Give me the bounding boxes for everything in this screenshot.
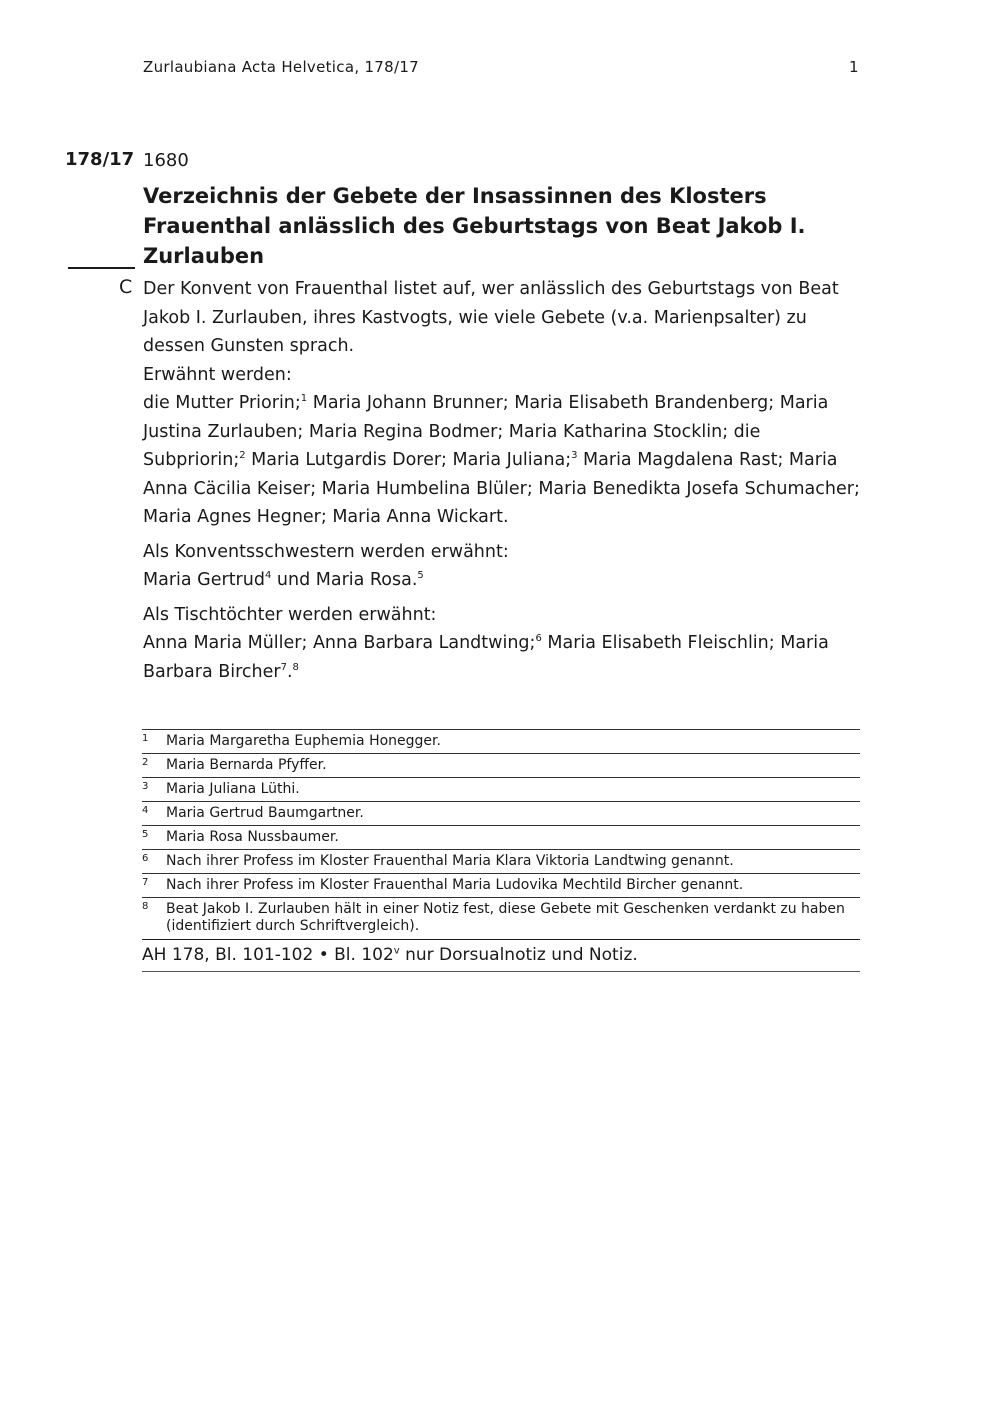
footnote-ref[interactable]: 8 [292,661,299,673]
konventsschwestern-list-part: und Maria Rosa. [271,570,418,590]
footnote-ref[interactable]: 3 [571,450,578,462]
footnote-ref[interactable]: 5 [417,570,424,582]
footnote-text: Nach ihrer Profess im Kloster Frauenthal Maria Ludovika Mechtild Bircher genannt. [166,877,744,893]
document-number: 178/17 [65,149,135,170]
footnote-ref[interactable]: 6 [535,633,542,645]
footnote-ref[interactable]: 4 [264,570,272,582]
footnote [142,801,860,825]
footnote-text: Maria Bernarda Pfyffer. [166,757,327,773]
footnote [142,777,860,801]
source-reference [142,939,860,972]
source-verso-mark: v [393,945,400,957]
document-body [143,275,863,692]
footnote [142,825,860,849]
source-text: AH 178, Bl. 101-102 • Bl. 102 [142,945,394,965]
footnote-text: Maria Rosa Nussbaumer. [166,829,339,845]
footnote-text: Maria Margaretha Euphemia Honegger. [166,733,441,749]
summary-text: Der Konvent von Frauenthal listet auf, wer anlässlich des Geburtstags von Beat Jakob I. Zurlauben, ihres Kastvogts, wie viele Gebete (v.a. Marienpsalter) zu dessen Gunsten sprach. [143,279,839,356]
footnote-number: 8 [142,901,149,912]
footnote-number: 1 [142,733,149,744]
mentioned-list-part: Maria Lutgardis Dorer; Maria Juliana; [245,450,572,470]
footnote-number: 6 [142,853,149,864]
konventsschwestern-intro: Als Konventsschwestern werden erwähnt: [143,541,509,562]
footnote-text: Beat Jakob I. Zurlauben hält in einer Notiz fest, diese Gebete mit Geschenken verdankt zu haben (identifiziert durch Schriftvergleich). [166,901,845,934]
footnote-text: Maria Juliana Lüthi. [166,781,300,797]
document-title: Verzeichnis der Gebete der Insassinnen des Klosters Frauenthal anlässlich des Geburtstags von Beat Jakob I. Zurlauben [143,184,806,268]
document-date: 1680 [143,150,189,171]
tischtoechter-list-part: . [286,661,293,682]
footnote-ref[interactable]: 2 [239,450,246,462]
mentioned-intro: Erwähnt werden: [143,364,292,385]
section-marker-letter: C [119,276,133,298]
footnote-ref[interactable]: 7 [280,661,287,673]
tischtoechter-paragraph [143,601,863,687]
footnote [142,753,860,777]
source-text: nur Dorsualnotiz und Notiz. [399,945,638,965]
page-number: 1 [849,58,859,76]
tischtoechter-list-part: Maria Elisabeth Fleischlin; Maria Barbara Bircher [143,633,829,682]
mentioned-list-part: die Mutter Priorin; [143,393,301,413]
footnote [142,729,860,753]
footnotes-section [142,729,860,972]
mentioned-list-part: Maria Johann Brunner; Maria Elisabeth Brandenberg; Maria Justina Zurlauben; Maria Regina Bodmer; Maria Katharina Stocklin; die Subpriorin; [143,393,829,470]
section-marker-line [68,267,135,269]
footnote-text: Maria Gertrud Baumgartner. [166,805,364,821]
footnote-ref[interactable]: 1 [300,393,308,405]
konventsschwestern-list-part: Maria Gertrud [143,570,265,590]
footnote-number: 2 [142,757,149,768]
footnote [142,849,860,873]
konventsschwestern-paragraph [143,538,863,595]
footnote-number: 5 [142,829,149,840]
footnote-number: 4 [142,805,149,816]
tischtoechter-intro: Als Tischtöchter werden erwähnt: [143,604,437,625]
summary-paragraph [143,275,863,532]
footnote-number: 3 [142,781,149,792]
tischtoechter-list-part: Anna Maria Müller; Anna Barbara Landtwing; [143,633,536,653]
footnote [142,873,860,897]
running-header: Zurlaubiana Acta Helvetica, 178/17 [143,58,420,76]
footnote-number: 7 [142,877,149,888]
mentioned-list-part: Maria Magdalena Rast; Maria Anna Cäcilia Keiser; Maria Humbelina Blüler; Maria Benedikta Josefa Schumacher; Maria Agnes Hegner; Maria Anna Wickart. [143,450,860,527]
footnote-text: Nach ihrer Profess im Kloster Frauenthal Maria Klara Viktoria Landtwing genannt. [166,853,734,869]
footnote [142,897,860,938]
